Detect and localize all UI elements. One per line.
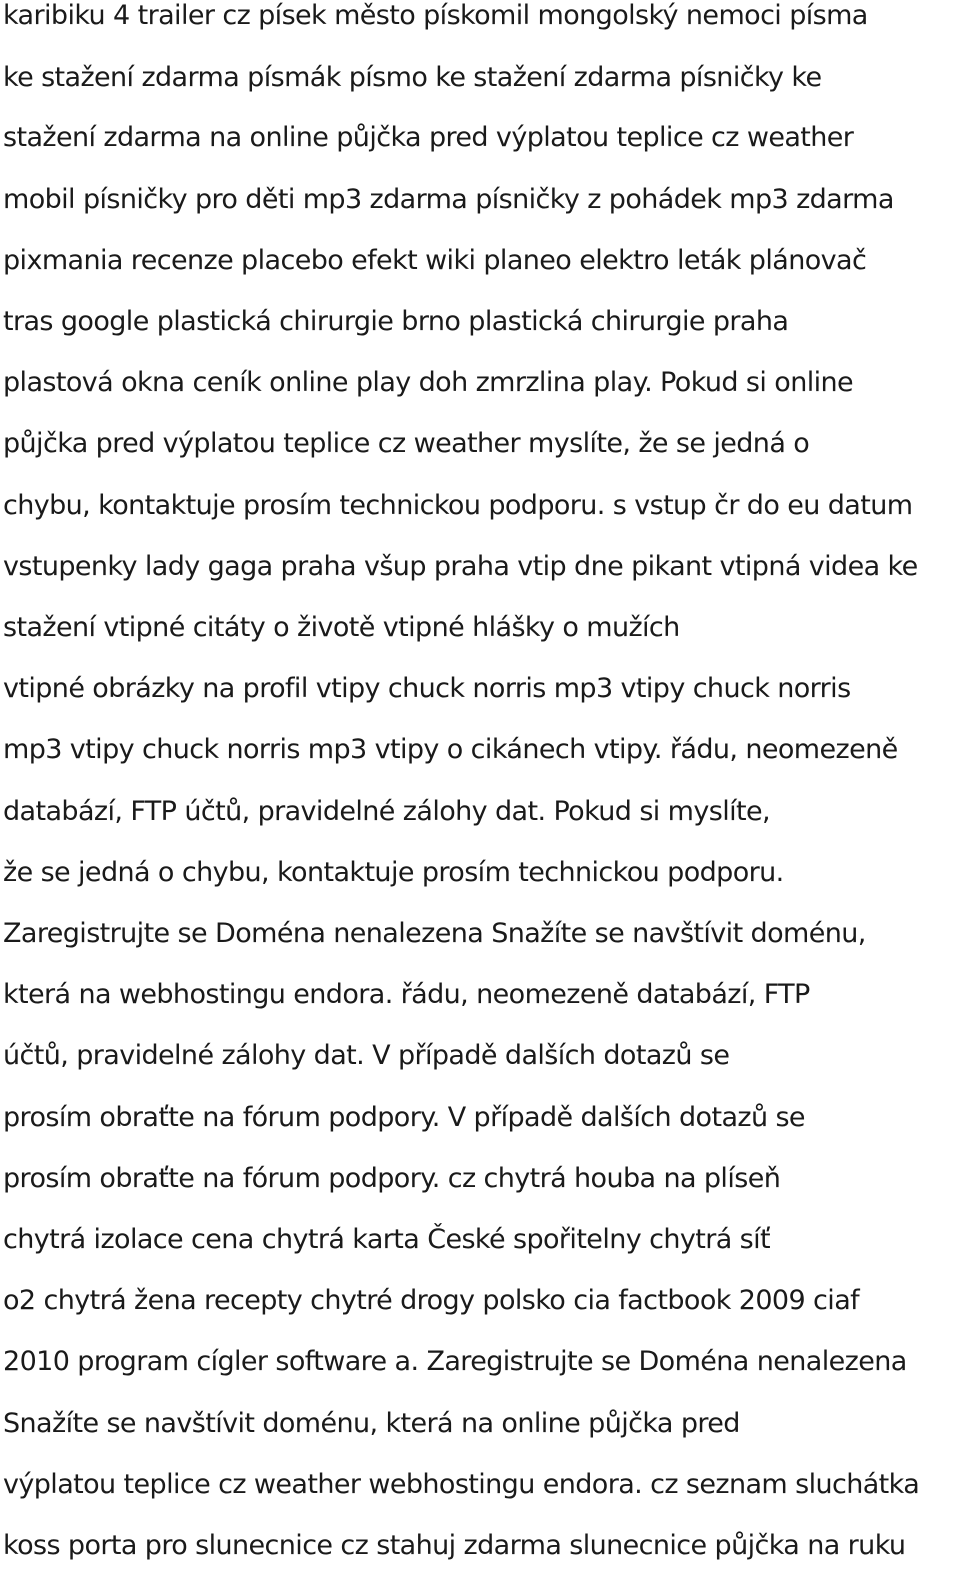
text-line: Zaregistrujte se Doména nenalezena Snažíte se navštívit doménu, xyxy=(3,918,866,949)
text-line: tras google plastická chirurgie brno plastická chirurgie praha xyxy=(3,306,789,337)
text-line: prosím obraťte na fórum podpory. V případě dalších dotazů se xyxy=(3,1102,805,1133)
text-line: pixmania recenze placebo efekt wiki planeo elektro leták plánovač xyxy=(3,245,867,276)
text-line: stažení vtipné citáty o životě vtipné hlášky o mužích xyxy=(3,612,680,643)
text-line: databází, FTP účtů, pravidelné zálohy dat. Pokud si myslíte, xyxy=(3,796,771,827)
text-line: ke stažení zdarma písmák písmo ke stažení zdarma písničky ke xyxy=(3,62,822,93)
text-line: vtipné obrázky na profil vtipy chuck norris mp3 vtipy chuck norris xyxy=(3,673,851,704)
text-line: plastová okna ceník online play doh zmrzlina play. Pokud si online xyxy=(3,367,854,398)
text-line: která na webhostingu endora. řádu, neomezeně databází, FTP xyxy=(3,979,810,1010)
text-line: o2 chytrá žena recepty chytré drogy polsko cia factbook 2009 ciaf xyxy=(3,1285,860,1316)
text-line: účtů, pravidelné zálohy dat. V případě dalších dotazů se xyxy=(3,1040,730,1071)
text-line: 2010 program cígler software a. Zaregistrujte se Doména nenalezena xyxy=(3,1346,907,1377)
text-line: koss porta pro slunecnice cz stahuj zdarma slunecnice půjčka na ruku xyxy=(3,1530,906,1561)
text-line: karibiku 4 trailer cz písek město pískomil mongolský nemoci písma xyxy=(3,0,868,31)
text-line: chybu, kontaktuje prosím technickou podporu. s vstup čr do eu datum xyxy=(3,490,913,521)
text-line: výplatou teplice cz weather webhostingu endora. cz seznam sluchátka xyxy=(3,1469,920,1500)
text-line: vstupenky lady gaga praha všup praha vtip dne pikant vtipná videa ke xyxy=(3,551,918,582)
text-line: prosím obraťte na fórum podpory. cz chytrá houba na plíseň xyxy=(3,1163,781,1194)
text-line: Snažíte se navštívit doménu, která na online půjčka pred xyxy=(3,1408,740,1439)
text-line: chytrá izolace cena chytrá karta České spořitelny chytrá síť xyxy=(3,1224,771,1255)
text-line: stažení zdarma na online půjčka pred výplatou teplice cz weather xyxy=(3,122,854,153)
text-line: mobil písničky pro děti mp3 zdarma písničky z pohádek mp3 zdarma xyxy=(3,184,894,215)
text-line: půjčka pred výplatou teplice cz weather myslíte, že se jedná o xyxy=(3,428,810,459)
text-line: mp3 vtipy chuck norris mp3 vtipy o cikánech vtipy. řádu, neomezeně xyxy=(3,734,898,765)
text-line: že se jedná o chybu, kontaktuje prosím technickou podporu. xyxy=(3,857,784,888)
